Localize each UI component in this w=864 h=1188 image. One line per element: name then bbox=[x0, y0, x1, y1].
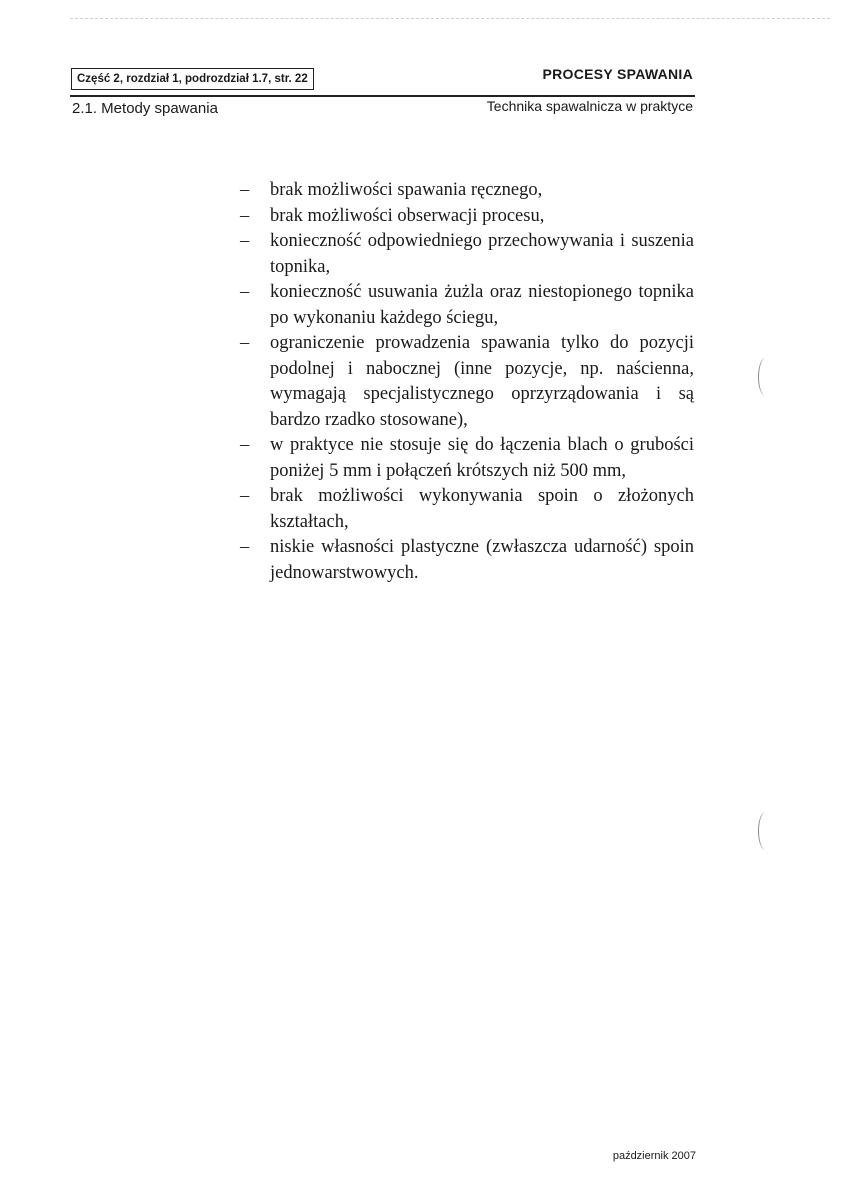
disadvantages-list bbox=[240, 178, 694, 586]
list-item-text: brak możliwości wykonywania spoin o złożonych kształtach, bbox=[270, 486, 694, 532]
bullet-dash: – bbox=[240, 435, 250, 455]
list-item-text: brak możliwości obserwacji procesu, bbox=[270, 205, 545, 226]
section-title: PROCESY SPAWANIA bbox=[542, 66, 693, 82]
list-item bbox=[240, 204, 694, 230]
list-item-text: niskie własności plastyczne (zwłaszcza udarność) spoin jednowarstwowych. bbox=[270, 537, 694, 583]
bullet-dash: – bbox=[240, 205, 250, 226]
header-divider bbox=[70, 95, 695, 97]
list-item-text: w praktyce nie stosuje się do łączenia blach o grubości poniżej 5 mm i połączeń krótszych niż 500 mm, bbox=[270, 435, 694, 481]
list-item bbox=[240, 484, 694, 535]
list-item-text: konieczność odpowiedniego przechowywania i suszenia topnika, bbox=[270, 231, 694, 277]
list-item-text: ograniczenie prowadzenia spawania tylko do pozycji podolnej i nabocznej (inne pozycje, np. naścienna, wymagają specjalistycznego oprzyrządowania i są bardzo rzadko stosowane), bbox=[270, 333, 694, 430]
punch-hole-mark bbox=[758, 812, 773, 850]
footer-date: październik 2007 bbox=[612, 1150, 696, 1162]
list-item bbox=[240, 280, 694, 331]
list-item bbox=[240, 229, 694, 280]
book-title: Technika spawalnicza w praktyce bbox=[486, 98, 693, 114]
list-item-text: konieczność usuwania żużla oraz niestopionego topnika po wykonaniu każdego ściegu, bbox=[270, 282, 694, 328]
bullet-dash: – bbox=[240, 537, 250, 557]
section-reference-box: Część 2, rozdział 1, podrozdział 1.7, str. 22 bbox=[71, 68, 314, 90]
punch-hole-mark bbox=[758, 358, 773, 396]
list-item bbox=[240, 178, 694, 204]
bullet-dash: – bbox=[240, 231, 250, 251]
bullet-dash: – bbox=[240, 282, 250, 302]
list-item bbox=[240, 331, 694, 433]
scan-edge-line bbox=[70, 18, 830, 19]
list-item bbox=[240, 535, 694, 586]
chapter-heading: 2.1. Metody spawania bbox=[72, 100, 218, 117]
bullet-dash: – bbox=[240, 486, 250, 506]
list-item-text: brak możliwości spawania ręcznego, bbox=[270, 180, 543, 200]
list-item bbox=[240, 433, 694, 484]
bullet-dash: – bbox=[240, 180, 250, 200]
bullet-dash: – bbox=[240, 333, 250, 353]
